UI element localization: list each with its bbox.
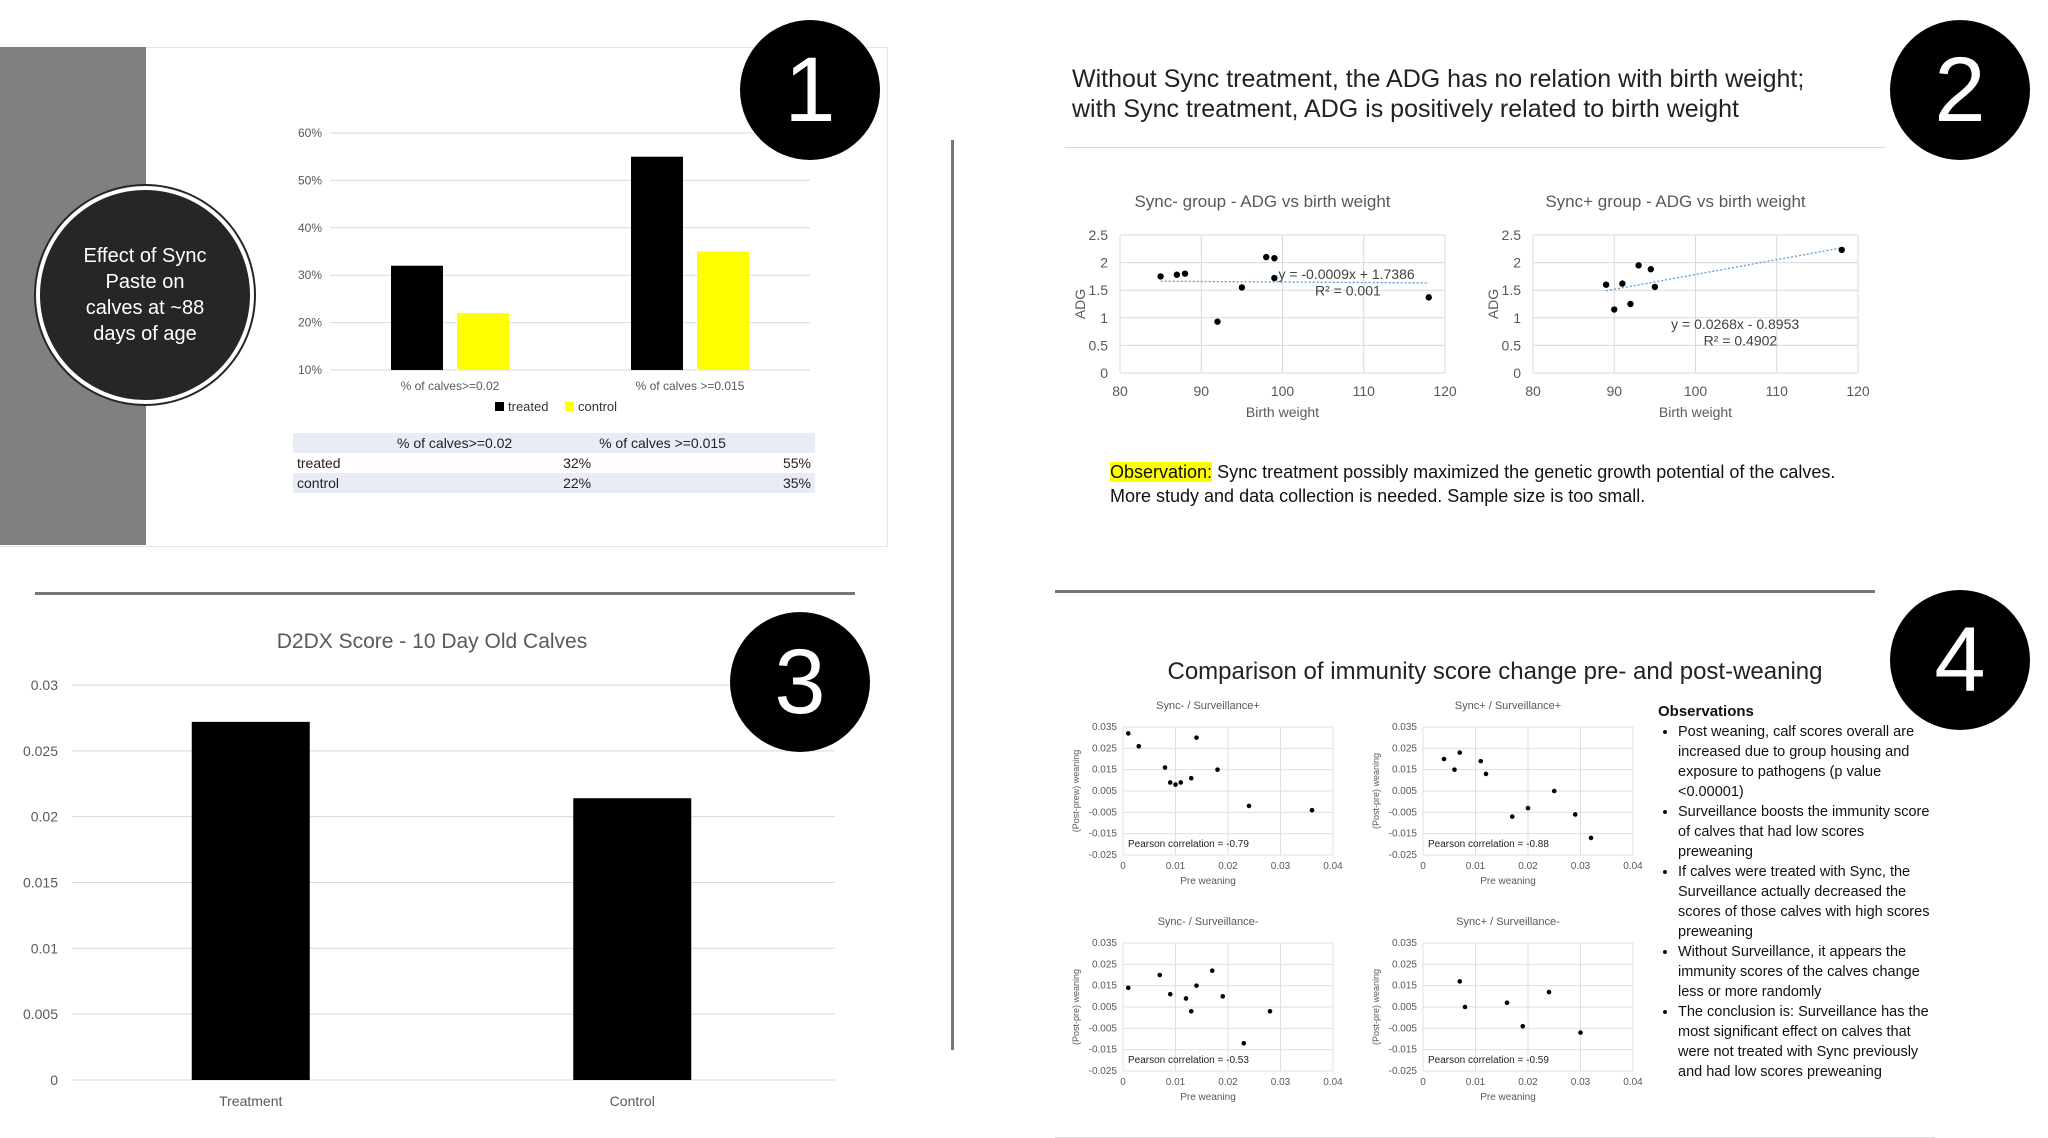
y-tick-label: 2.5 [1501, 227, 1521, 243]
y-tick-label: 0.5 [1088, 337, 1108, 354]
data-point [1635, 262, 1641, 268]
panel2-title [1072, 64, 1804, 124]
data-point [1520, 1024, 1525, 1029]
chart-c2b [1478, 185, 1883, 430]
y-tick-label: 0.035 [1091, 722, 1117, 733]
y-tick-label: 0.005 [1391, 786, 1417, 797]
y-tick-label: 0.035 [1091, 938, 1117, 949]
x-tick-label: Treatment [219, 1093, 283, 1109]
table-cell: 35% [782, 475, 811, 491]
data-point [1168, 992, 1173, 997]
y-tick-label: 2 [1513, 254, 1521, 271]
table-cell: 55% [782, 455, 811, 471]
y-tick-label: 0.02 [30, 808, 58, 825]
bar-treated [391, 266, 443, 370]
table-header-cell [293, 433, 391, 453]
y-tick-label: -0.015 [1388, 1044, 1417, 1056]
y-tick-label: -0.005 [1088, 807, 1117, 819]
legend-label: control [578, 399, 618, 414]
divider-top-right [1065, 147, 1885, 148]
y-tick-label: -0.015 [1088, 828, 1117, 840]
r-squared: R² = 0.001 [1315, 282, 1381, 299]
data-point [1220, 994, 1225, 999]
y-tick-label: 0 [1100, 365, 1108, 381]
x-tick-label: 0 [1120, 861, 1126, 872]
y-tick-label: -0.025 [1388, 1066, 1417, 1077]
y-tick-label: 1.5 [1501, 282, 1521, 299]
data-point [1573, 812, 1578, 817]
data-point [1189, 776, 1194, 781]
chart-title: D2DX Score - 10 Day Old Calves [276, 630, 588, 653]
data-point [1214, 318, 1220, 324]
data-point [1189, 1009, 1194, 1014]
panel4-title: Comparison of immunity score change pre- and post-weaning [1167, 658, 1823, 685]
data-point [1194, 983, 1199, 988]
x-tick-label: 80 [1112, 383, 1128, 399]
chart-c2a [1065, 185, 1470, 430]
chart-title: Sync+ / Surveillance+ [1454, 700, 1562, 712]
vertical-divider [951, 140, 954, 1050]
data-point [1215, 767, 1220, 772]
x-tick-label: 0.01 [1465, 861, 1486, 872]
y-tick-label: -0.005 [1088, 1023, 1117, 1035]
trendline [1606, 248, 1842, 291]
data-point [1611, 306, 1617, 312]
chart-title: Sync- group - ADG vs birth weight [1134, 192, 1391, 211]
chart-title: Sync+ group - ADG vs birth weight [1545, 192, 1806, 211]
data-point [1463, 1005, 1468, 1010]
x-tick-label: 110 [1352, 383, 1375, 399]
data-point [1619, 280, 1625, 286]
correlation-label: Pearson correlation = -0.53 [1128, 1055, 1249, 1066]
data-point [1126, 986, 1131, 991]
x-tick-label: 100 [1683, 383, 1708, 399]
x-tick-label: 0.04 [1623, 861, 1643, 872]
panel2-observation [1110, 460, 1835, 508]
correlation-label: Pearson correlation = -0.79 [1128, 839, 1249, 850]
x-tick-label: 0 [1120, 1077, 1126, 1088]
x-tick-label: 90 [1606, 383, 1623, 399]
data-point [1547, 990, 1552, 995]
x-axis-label: Pre weaning [1180, 876, 1236, 887]
x-axis-label: Pre weaning [1180, 1092, 1236, 1103]
x-tick-label: 0.01 [1465, 1077, 1486, 1088]
x-tick-label: 0.02 [1218, 861, 1238, 872]
y-tick-label: 0.015 [1391, 980, 1417, 992]
x-axis-label: Pre weaning [1480, 1092, 1536, 1103]
data-point [1126, 731, 1131, 736]
x-axis-label: Pre weaning [1480, 876, 1536, 887]
observations-list [1658, 722, 1938, 1082]
y-axis-label: ADG [1072, 288, 1088, 320]
trendline-equation: y = 0.0268x - 0.8953 [1671, 315, 1800, 332]
data-point [1157, 273, 1163, 279]
y-tick-label: 0.5 [1501, 337, 1521, 354]
legend-swatch [495, 402, 504, 411]
data-point [1239, 284, 1245, 290]
y-tick-label: 50% [297, 173, 322, 188]
y-tick-label: -0.005 [1388, 1023, 1417, 1035]
y-tick-label: 0.035 [1391, 722, 1417, 733]
data-point [1210, 968, 1215, 973]
observation-text-2: More study and data collection is needed. Sample size is too small. [1110, 486, 1646, 506]
y-tick-label: 0.005 [22, 1006, 58, 1023]
y-tick-label: 0.005 [1091, 786, 1117, 797]
bar-control [457, 313, 509, 370]
x-tick-label: 0 [1420, 1077, 1426, 1088]
y-tick-label: 0.015 [1091, 764, 1117, 776]
data-point [1268, 1009, 1273, 1014]
x-axis-label: Birth weight [1658, 404, 1733, 420]
data-point [1173, 782, 1178, 787]
panel1-circle-text: Effect of Sync Paste on calves at ~88 days of age [83, 245, 207, 345]
x-tick-label: 0 [1420, 861, 1426, 872]
data-point [1627, 301, 1633, 307]
x-tick-label: 0.04 [1623, 1077, 1643, 1088]
y-tick-label: -0.025 [1088, 1066, 1117, 1077]
bar [573, 798, 691, 1080]
y-tick-label: 0.01 [30, 940, 58, 957]
y-tick-label: 0.015 [1091, 980, 1117, 992]
x-tick-label: 0.03 [1270, 861, 1291, 872]
data-point [1182, 270, 1188, 276]
y-tick-label: 40% [297, 220, 322, 235]
data-point [1478, 759, 1483, 764]
y-tick-label: 0.025 [1391, 743, 1417, 755]
data-point [1157, 973, 1162, 978]
badge-3: 3 [730, 612, 870, 752]
data-point [1178, 780, 1183, 785]
bar-control [697, 252, 749, 371]
x-tick-label: 0.04 [1323, 861, 1343, 872]
trendline-equation: y = -0.0009x + 1.7386 [1278, 266, 1415, 283]
data-point [1652, 284, 1658, 290]
correlation-label: Pearson correlation = -0.88 [1428, 839, 1549, 850]
y-tick-label: 30% [297, 268, 322, 283]
y-axis-label: ADG [1485, 288, 1501, 320]
y-tick-label: 1 [1100, 309, 1108, 326]
x-tick-label: 120 [1433, 383, 1457, 399]
badge-2: 2 [1890, 20, 2030, 160]
x-tick-label: 0.01 [1165, 1077, 1186, 1088]
y-axis-label: (Post-pre) weaning [1071, 968, 1081, 1046]
chart-c4c [1065, 913, 1355, 1113]
table-header-cell: % of calves>=0.02 [397, 435, 513, 451]
data-point [1648, 266, 1654, 272]
divider-left [35, 592, 855, 595]
data-point [1247, 804, 1252, 809]
y-tick-label: 1.5 [1088, 282, 1108, 299]
panel1-circle [40, 190, 250, 400]
y-axis-label: (Post-pre) weaning [1371, 968, 1381, 1046]
badge-1: 1 [740, 20, 880, 160]
observations-title: Observations [1658, 703, 1754, 720]
x-tick-label: 0.03 [1570, 861, 1591, 872]
y-tick-label: 0.035 [1391, 938, 1417, 949]
y-tick-label: 0 [1513, 365, 1521, 381]
table-header-cell: % of calves >=0.015 [599, 435, 726, 451]
data-point [1263, 254, 1269, 260]
data-point [1505, 1000, 1510, 1005]
y-tick-label: 0.025 [1091, 743, 1117, 755]
y-tick-label: 0.005 [1091, 1002, 1117, 1013]
data-point [1163, 765, 1168, 770]
data-point [1241, 1041, 1246, 1046]
r-squared: R² = 0.4902 [1703, 332, 1778, 349]
bar [192, 722, 310, 1080]
y-tick-label: 10% [297, 363, 322, 377]
x-tick-label: 120 [1846, 383, 1870, 399]
x-tick-label: 0.02 [1518, 1077, 1538, 1088]
observation-text-1: Sync treatment possibly maximized the genetic growth potential of the calves. [1212, 462, 1836, 482]
x-tick-label: % of calves >=0.015 [635, 379, 745, 393]
y-tick-label: 1 [1513, 309, 1521, 326]
observation-item: • Surveillance boosts the immunity score of calves that had low scores preweaning [1678, 802, 1938, 862]
data-point [1839, 247, 1845, 253]
data-point [1603, 281, 1609, 287]
table-cell: 32% [563, 455, 592, 471]
data-point [1136, 744, 1141, 749]
data-point [1310, 808, 1315, 813]
divider-right [1055, 590, 1875, 593]
x-tick-label: 110 [1765, 383, 1788, 399]
x-tick-label: 0.02 [1218, 1077, 1238, 1088]
data-point [1484, 772, 1489, 777]
x-tick-label: 0.04 [1323, 1077, 1343, 1088]
y-tick-label: 0.025 [22, 742, 58, 759]
x-tick-label: 0.01 [1165, 861, 1186, 872]
data-point [1589, 836, 1594, 841]
data-point [1271, 275, 1277, 281]
y-tick-label: 0.03 [30, 677, 58, 693]
y-tick-label: -0.005 [1388, 807, 1417, 819]
x-tick-label: 80 [1525, 383, 1541, 399]
y-tick-label: -0.025 [1388, 850, 1417, 861]
observation-item: • Without Surveillance, it appears the immunity scores of the calves change less or more randomly [1678, 942, 1938, 1002]
y-tick-label: -0.015 [1088, 1044, 1117, 1056]
data-point [1271, 255, 1277, 261]
y-tick-label: 0.015 [1391, 764, 1417, 776]
chart-c1 [280, 115, 830, 420]
chart-title: Sync- / Surveillance- [1157, 916, 1259, 928]
observation-item: • If calves were treated with Sync, the Surveillance actually decreased the scores of those calves with high scores preweaning [1678, 862, 1938, 942]
y-tick-label: 0.005 [1391, 1002, 1417, 1013]
observations-panel [1658, 702, 1938, 1082]
x-tick-label: % of calves>=0.02 [400, 379, 500, 393]
panel1-table [293, 433, 815, 493]
y-tick-label: 2 [1100, 254, 1108, 271]
y-tick-label: 0.025 [1391, 959, 1417, 971]
y-tick-label: -0.025 [1088, 850, 1117, 861]
y-tick-label: 60% [297, 126, 322, 140]
y-tick-label: 0.025 [1091, 959, 1117, 971]
y-tick-label: 20% [297, 315, 322, 330]
y-tick-label: 0.015 [22, 874, 58, 891]
data-point [1194, 735, 1199, 740]
data-point [1442, 757, 1447, 762]
y-axis-label: (Post-pre) weaning [1371, 752, 1381, 830]
data-point [1184, 996, 1189, 1001]
data-point [1452, 767, 1457, 772]
data-point [1578, 1030, 1583, 1035]
x-tick-label: 90 [1193, 383, 1210, 399]
x-tick-label: 0.03 [1270, 1077, 1291, 1088]
y-axis-label: (Post-prew) weaning [1071, 749, 1081, 833]
data-point [1552, 789, 1557, 794]
x-tick-label: 0.03 [1570, 1077, 1591, 1088]
data-point [1457, 979, 1462, 984]
chart-title: Sync+ / Surveillance- [1456, 916, 1560, 928]
data-point [1457, 750, 1462, 755]
observation-item: • The conclusion is: Surveillance has the most significant effect on calves that were not treated with Sync previously and had low scores preweaning [1678, 1002, 1938, 1082]
observation-label: Observation: [1110, 462, 1213, 482]
bar-treated [631, 157, 683, 370]
data-point [1168, 780, 1173, 785]
panel2-title-line1: Without Sync treatment, the ADG has no relation with birth weight; [1072, 65, 1805, 93]
y-tick-label: 2.5 [1088, 227, 1108, 243]
x-axis-label: Birth weight [1245, 404, 1320, 420]
correlation-label: Pearson correlation = -0.59 [1428, 1055, 1549, 1066]
chart-c4a [1065, 697, 1355, 897]
data-point [1526, 806, 1531, 811]
legend-label: treated [508, 399, 549, 414]
data-point [1510, 814, 1515, 819]
panel2-title-line2: with Sync treatment, ADG is positively related to birth weight [1072, 95, 1739, 123]
y-tick-label: 0 [50, 1072, 58, 1088]
table-row-label: treated [297, 455, 341, 471]
x-tick-label: 100 [1270, 383, 1295, 399]
y-tick-label: -0.015 [1388, 828, 1417, 840]
legend-swatch [565, 402, 574, 411]
data-point [1174, 272, 1180, 278]
table-row-label: control [297, 475, 340, 491]
x-tick-label: Control [609, 1093, 655, 1109]
data-point [1426, 294, 1432, 300]
chart-c4d [1365, 913, 1655, 1113]
table-cell: 22% [563, 475, 592, 491]
observation-item: • Post weaning, calf scores overall are increased due to group housing and exposure to pathogens (p value <0.00001) [1678, 722, 1938, 802]
chart-title: Sync- / Surveillance+ [1156, 700, 1260, 712]
badge-4: 4 [1890, 590, 2030, 730]
panel1-table-wrap [293, 433, 815, 493]
chart-c4b [1365, 697, 1655, 897]
x-tick-label: 0.02 [1518, 861, 1538, 872]
